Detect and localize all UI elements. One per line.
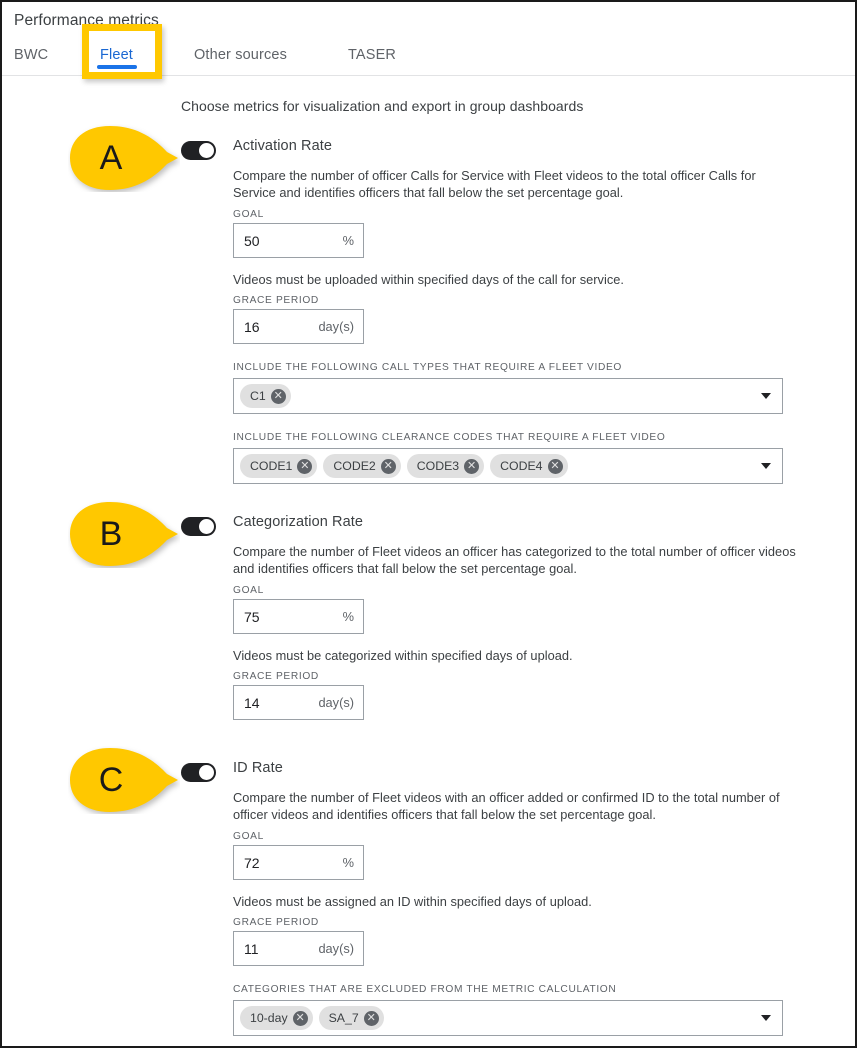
grace-unit: day(s)	[318, 695, 354, 710]
metric-body	[233, 168, 801, 484]
multiselect-label: INCLUDE THE FOLLOWING CLEARANCE CODES THAT REQUIRE A FLEET VIDEO	[233, 432, 666, 443]
intro-text: Choose metrics for visualization and export in group dashboards	[181, 98, 584, 114]
tab-bwc[interactable]	[14, 34, 48, 76]
metric-title: Activation Rate	[233, 138, 333, 154]
chip[interactable]	[240, 384, 291, 408]
goal-value: 50	[244, 232, 260, 249]
metric-header	[181, 138, 801, 168]
chip-remove-icon[interactable]: ✕	[271, 389, 286, 404]
metric-description: Compare the number of Fleet videos an officer has categorized to the total number of officer videos and identifies officers that fall below the set percentage goal.	[233, 544, 796, 576]
metric-description: Compare the number of officer Calls for Service with Fleet videos to the total officer Calls for Service and identifies officers that fall below the set percentage goal.	[233, 168, 756, 200]
tab-taser-label: TASER	[348, 47, 397, 63]
goal-input[interactable]	[233, 223, 364, 258]
metric-block	[181, 514, 801, 720]
page-title: Performance metrics	[14, 12, 159, 29]
goal-unit: %	[342, 233, 354, 248]
multiselect-field[interactable]	[233, 378, 783, 414]
chip-label: C1	[250, 389, 266, 403]
grace-period-label: GRACE PERIOD	[233, 917, 319, 928]
metric-description: Compare the number of Fleet videos with an officer added or confirmed ID to the total number of officer videos and identifies officers that fall below the set percentage goal.	[233, 790, 780, 822]
grace-unit: day(s)	[318, 319, 354, 334]
metric-toggle[interactable]	[181, 517, 216, 536]
goal-label: GOAL	[233, 831, 264, 842]
chevron-down-icon[interactable]	[761, 1015, 771, 1021]
multiselect-label: INCLUDE THE FOLLOWING CALL TYPES THAT REQUIRE A FLEET VIDEO	[233, 362, 622, 373]
chip-remove-icon[interactable]: ✕	[293, 1011, 308, 1026]
chip-label: CODE3	[416, 459, 460, 473]
chip-label: CODE1	[250, 459, 293, 473]
goal-value: 75	[244, 608, 260, 625]
callout-letter: B	[99, 515, 123, 553]
callout-letter: C	[98, 761, 124, 799]
fleet-tab-highlight-annotation	[82, 24, 162, 79]
metric-block	[181, 760, 801, 1036]
tab-taser[interactable]	[348, 34, 396, 76]
toggle-knob	[199, 519, 214, 534]
multiselect-field[interactable]	[233, 1000, 783, 1036]
grace-period-input[interactable]	[233, 685, 364, 720]
tab-bwc-label: BWC	[14, 47, 49, 63]
grace-value: 16	[244, 318, 260, 335]
chip[interactable]	[407, 454, 484, 478]
grace-period-label: GRACE PERIOD	[233, 295, 319, 306]
chip[interactable]	[490, 454, 567, 478]
chip-label: SA_7	[328, 1011, 359, 1025]
grace-period-input[interactable]	[233, 309, 364, 344]
metric-body	[233, 790, 801, 1036]
chevron-down-icon[interactable]	[761, 463, 771, 469]
metric-title: ID Rate	[233, 760, 283, 776]
chip-remove-icon[interactable]: ✕	[464, 459, 479, 474]
grace-note: Videos must be categorized within specified days of upload.	[233, 648, 573, 663]
metric-header	[181, 514, 801, 544]
metric-title: Categorization Rate	[233, 514, 364, 530]
callout-letter: A	[99, 139, 123, 177]
grace-period-label: GRACE PERIOD	[233, 671, 319, 682]
metric-body	[233, 544, 801, 720]
grace-value: 14	[244, 694, 260, 711]
chevron-down-icon[interactable]	[761, 393, 771, 399]
grace-note: Videos must be uploaded within specified days of the call for service.	[233, 272, 624, 287]
grace-value: 11	[244, 940, 259, 957]
goal-label: GOAL	[233, 209, 264, 220]
chip[interactable]	[319, 1006, 384, 1030]
goal-input[interactable]	[233, 845, 364, 880]
callout-marker-b	[68, 500, 180, 568]
grace-note: Videos must be assigned an ID within specified days of upload.	[233, 894, 592, 909]
multiselect-label: CATEGORIES THAT ARE EXCLUDED FROM THE METRIC CALCULATION	[233, 984, 617, 995]
chip[interactable]	[240, 454, 317, 478]
callout-marker-a	[68, 124, 180, 192]
toggle-knob	[199, 143, 214, 158]
chip-label: CODE2	[333, 459, 376, 473]
metric-block	[181, 138, 801, 484]
tab-other-sources-label: Other sources	[194, 47, 288, 63]
chip-remove-icon[interactable]: ✕	[548, 459, 563, 474]
tab-other-sources[interactable]	[194, 34, 287, 76]
chip-remove-icon[interactable]: ✕	[364, 1011, 379, 1026]
toggle-knob	[199, 765, 214, 780]
chip[interactable]	[323, 454, 400, 478]
goal-input[interactable]	[233, 599, 364, 634]
metric-header	[181, 760, 801, 790]
grace-period-input[interactable]	[233, 931, 364, 966]
metric-toggle[interactable]	[181, 763, 216, 782]
chip-label: 10-day	[250, 1011, 288, 1025]
chip-remove-icon[interactable]: ✕	[297, 459, 312, 474]
chip-remove-icon[interactable]: ✕	[381, 459, 396, 474]
multiselect-field[interactable]	[233, 448, 783, 484]
goal-unit: %	[342, 609, 354, 624]
tab-fleet-label: Fleet	[100, 47, 133, 63]
grace-unit: day(s)	[318, 941, 354, 956]
goal-value: 72	[244, 854, 260, 871]
chip[interactable]	[240, 1006, 313, 1030]
metric-toggle[interactable]	[181, 141, 216, 160]
goal-label: GOAL	[233, 585, 264, 596]
goal-unit: %	[342, 855, 354, 870]
callout-marker-c	[68, 746, 180, 814]
chip-label: CODE4	[500, 459, 543, 473]
